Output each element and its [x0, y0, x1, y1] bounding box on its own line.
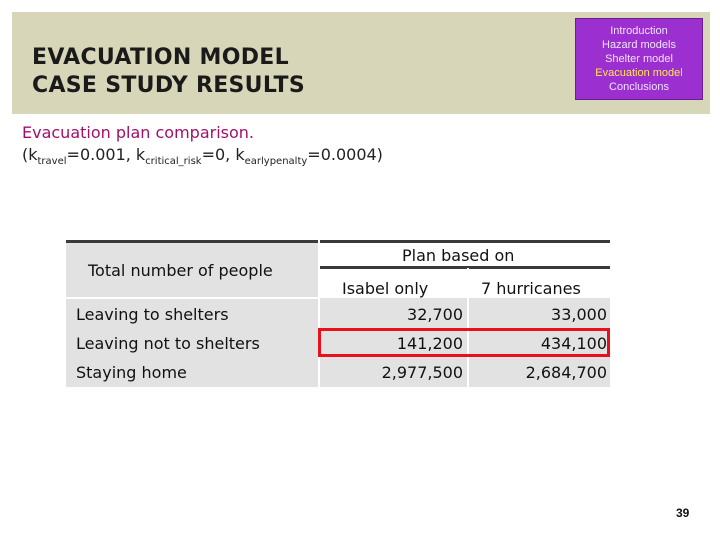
nav-item-shelter-model[interactable]: Shelter model — [605, 53, 673, 65]
row-label: Leaving not to shelters — [76, 334, 260, 353]
nav-item-evacuation-model[interactable]: Evacuation model — [595, 67, 683, 79]
col-sep-1 — [318, 241, 320, 387]
col-header-isabel: Isabel only — [342, 279, 429, 298]
slide-title — [32, 44, 305, 100]
section-nav — [575, 18, 703, 100]
page-number: 39 — [676, 506, 690, 520]
nav-item-introduction[interactable]: Introduction — [610, 25, 668, 37]
table-cell: 141,200 — [396, 334, 463, 353]
title-line-1: EVACUATION MODEL — [32, 45, 289, 70]
row-label: Leaving to shelters — [76, 305, 229, 324]
col-header-7-hurricanes: 7 hurricanes — [481, 279, 581, 298]
group-header-rule — [320, 266, 610, 269]
table-cell: 2,977,500 — [381, 363, 463, 382]
highlight-box — [318, 328, 610, 357]
nav-item-conclusions[interactable]: Conclusions — [609, 81, 669, 93]
params-formula: ($k_{travel}=0.001$, $k_{critical\_risk}=0$, $k_{earlypenalty}=0.0004$) — [22, 145, 383, 167]
table-cell: 33,000 — [551, 305, 607, 324]
table-cell: 2,684,700 — [525, 363, 607, 382]
table-cell: 434,100 — [540, 334, 607, 353]
table-top-rule-left — [66, 240, 318, 243]
header-sep — [66, 297, 318, 299]
title-line-2: CASE STUDY RESULTS — [32, 73, 305, 98]
subtitle — [22, 122, 383, 166]
subtitle-heading: Evacuation plan comparison. — [22, 123, 254, 142]
corner-header: Total number of people — [88, 261, 273, 280]
table-top-rule-right — [320, 240, 610, 243]
group-header: Plan based on — [402, 246, 515, 265]
row-label: Staying home — [76, 363, 187, 382]
table-cell: 32,700 — [407, 305, 463, 324]
nav-item-hazard-models[interactable]: Hazard models — [602, 39, 676, 51]
